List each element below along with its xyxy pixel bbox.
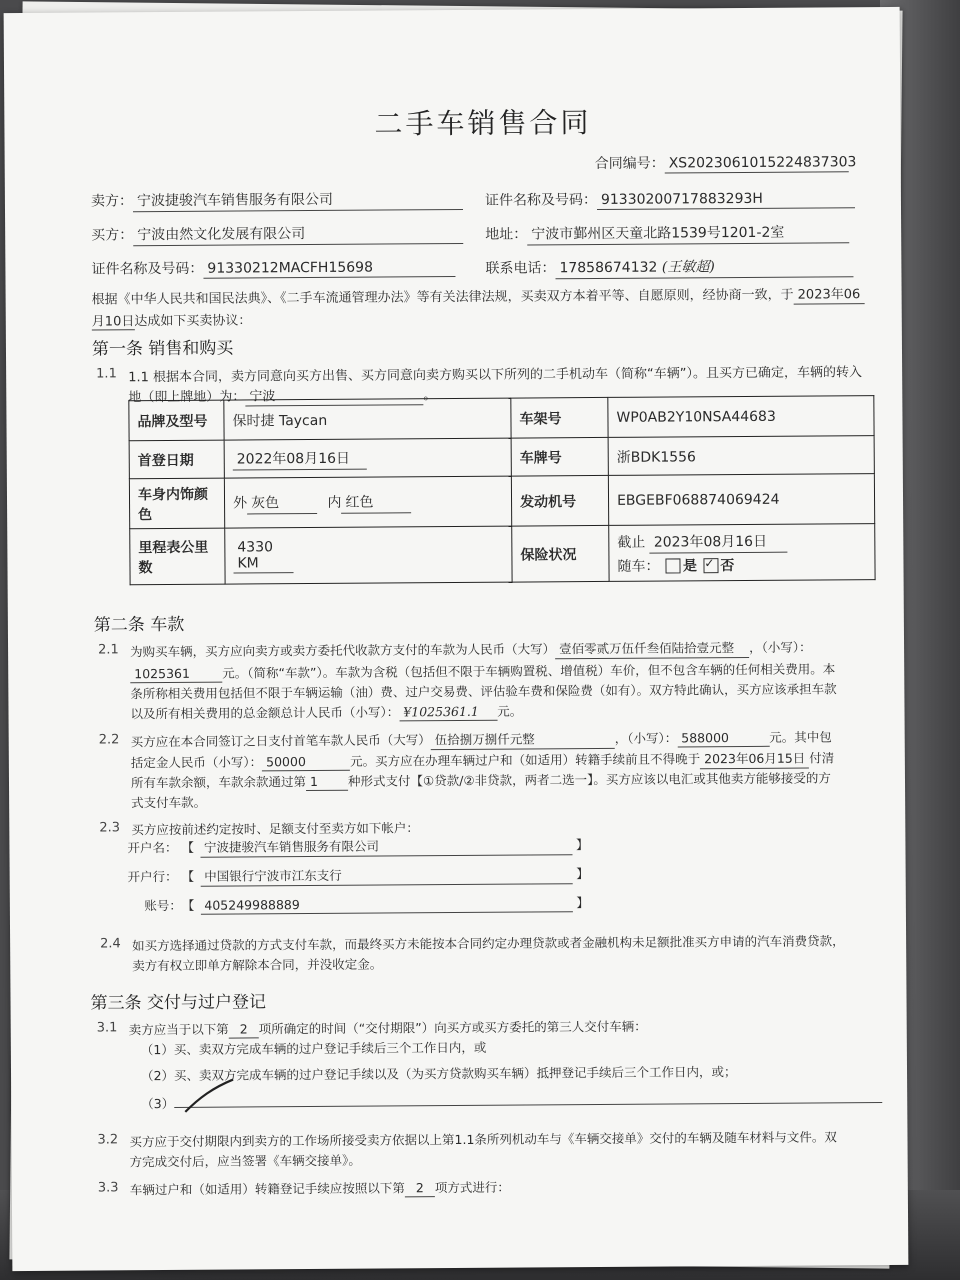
clause-2-1-text-e: 以及所有相关费用的总金额总计人民币（小写）： bbox=[130, 704, 400, 722]
account-name-value: 宁波捷骏汽车销售服务有限公司 bbox=[200, 835, 572, 858]
brand-label: 品牌及型号 bbox=[129, 400, 224, 441]
buyer-phone-row bbox=[485, 255, 853, 280]
contract-number-value: XS2023061015224837303 bbox=[665, 154, 849, 173]
insurance-until-value: 2023年08月16日 bbox=[650, 530, 788, 553]
color-cell bbox=[224, 476, 511, 528]
payment-method: 1 bbox=[306, 774, 348, 791]
buyer-phone-label: 联系电话： bbox=[485, 260, 556, 277]
buyer-id-label: 证件名称及号码： bbox=[91, 260, 204, 278]
account-name-row bbox=[127, 835, 588, 858]
clause-2-2-text-d: 括定金人民币（小写）： bbox=[130, 754, 263, 771]
delivery-option-3-label: （3） bbox=[141, 1095, 175, 1112]
insurance-cell bbox=[609, 524, 875, 582]
contract-number bbox=[594, 151, 857, 174]
clause-1-1-place-label: 地（即上牌地）为： bbox=[128, 389, 246, 406]
color-label: 车身内饰颜色 bbox=[129, 478, 224, 529]
transfer-option-choice: 2 bbox=[405, 1180, 435, 1197]
clause-2-1-text-f: 元。 bbox=[497, 703, 523, 719]
clause-3-1-number: 3.1 bbox=[96, 1020, 118, 1036]
no-label: 否 bbox=[720, 557, 735, 574]
table-row bbox=[130, 524, 875, 585]
delivery-option-3 bbox=[141, 1089, 882, 1112]
clause-2-2-text-c: 元。其中包 bbox=[769, 729, 832, 745]
clause-3-1-text-b: 项所确定的时间（“交付期限”）向买方或买方委托的第三人交付车辆： bbox=[258, 1018, 647, 1037]
checkbox-no[interactable] bbox=[703, 558, 718, 573]
mileage-value: 4330 KM bbox=[233, 539, 293, 573]
bank-value: 中国银行宁波市江东支行 bbox=[200, 864, 572, 887]
clause-2-1-text-c: 元。（简称“车款”）。车款为含税（包括但不限于车辆购置税、增值税）车价，但不包含车辆的任何相关费用。本 bbox=[222, 661, 836, 681]
clause-2-1-line3: 条所称相关费用包括但不限于车辆运输（油）费、过户交易费、评估验车费和保险费（如有）。双方特此确认，买方应该承担车款 bbox=[130, 681, 837, 702]
table-row bbox=[129, 436, 874, 479]
with-car-row bbox=[617, 554, 866, 576]
engine-value: EBGEBF068874069424 bbox=[608, 474, 874, 526]
clause-3-3-text-b: 项方式进行： bbox=[434, 1179, 510, 1196]
buyer-id-value: 91330212MACFH15698 bbox=[203, 259, 455, 279]
insurance-until-row bbox=[617, 530, 866, 554]
clause-1-1-end: 。 bbox=[423, 388, 437, 404]
vehicle-info-table bbox=[128, 395, 875, 585]
intro-rest: 达成如下买卖协议： bbox=[134, 313, 252, 330]
ext-color-label: 外 bbox=[232, 494, 248, 512]
reg-date-label: 首登日期 bbox=[129, 440, 224, 479]
vin-label: 车架号 bbox=[511, 397, 608, 438]
clause-2-1-text-a: 为购买车辆，买方应向卖方或卖方委托代收款方支付的车款为人民币（大写） bbox=[130, 641, 556, 660]
clause-2-4-number: 2.4 bbox=[100, 936, 121, 952]
table-row bbox=[129, 396, 874, 441]
buyer-address-value: 宁波市鄞州区天童北路1539号1201-2室 bbox=[527, 221, 849, 245]
clause-3-2-line2: 方完成交付后，应当签署《车辆交接单》。 bbox=[129, 1152, 361, 1170]
clause-3-1-line1 bbox=[129, 1017, 647, 1040]
bank-label: 开户行： bbox=[127, 868, 178, 885]
clause-2-2-line4: 式支付车款。 bbox=[131, 794, 207, 811]
int-color-label: 内 bbox=[327, 494, 342, 511]
bank-row bbox=[128, 864, 589, 887]
clause-2-3-number: 2.3 bbox=[99, 820, 121, 836]
buyer-address-label: 地址： bbox=[485, 226, 528, 243]
delivery-option-choice: 2 bbox=[229, 1021, 259, 1038]
bracket-right: 】 bbox=[575, 837, 589, 853]
buyer-address-row bbox=[485, 221, 849, 246]
seller-id-value: 91330200717883293H bbox=[597, 190, 855, 210]
reg-date-cell bbox=[224, 438, 511, 478]
checkbox-yes[interactable] bbox=[666, 558, 681, 573]
clause-3-2-line1: 买方应于交付期限内到卖方的工作场所接受卖方依据以上第1.1条所列机动车与《车辆交接单》交付的车辆及随车材料与文件。双 bbox=[129, 1129, 837, 1150]
brand-value: 保时捷 Taycan bbox=[224, 398, 511, 440]
account-number-label: 账号： bbox=[144, 897, 182, 914]
bracket-right: 】 bbox=[576, 866, 589, 882]
reg-date-value: 2022年08月16日 bbox=[233, 447, 367, 470]
clause-1-1-line1: 1.1 根据本合同，卖方同意向买方出售、买方同意向卖方购买以下所列的二手机动车（简称“车辆”）。且买方已确定，车辆的转入 bbox=[128, 365, 862, 386]
mileage-label: 里程表公里数 bbox=[130, 528, 225, 585]
buyer-name: 宁波由然文化发展有限公司 bbox=[133, 222, 463, 246]
clause-2-2-text-f: 付清 bbox=[809, 750, 835, 766]
final-payment-date: 2023年06月15日 bbox=[700, 749, 809, 770]
clause-2-2-text-a: 买方应在本合同签订之日支付首笔车款人民币（大写） bbox=[130, 732, 431, 750]
intro-text: 根据《中华人民共和国民法典》、《二手车流通管理办法》等有关法律法规，买卖双方本着平等、自愿原则，经协商一致，于 bbox=[91, 287, 794, 308]
first-payment-upper: 伍拾捌万捌仟元整 bbox=[431, 729, 615, 750]
seller-row bbox=[91, 188, 463, 213]
clause-2-2-number: 2.2 bbox=[98, 732, 120, 748]
clause-3-3-line1 bbox=[130, 1178, 510, 1200]
ext-color-value: 灰色 bbox=[247, 491, 317, 513]
delivery-option-2: （2）买、卖双方完成车辆的过户登记手续以及（为买方贷款购买车辆）抵押登记手续后三个工作日内，或； bbox=[140, 1064, 737, 1084]
bracket-right: 】 bbox=[576, 895, 589, 911]
clause-2-1-line1 bbox=[130, 638, 812, 663]
buyer-phone-handwriting: (王敏超) bbox=[661, 259, 715, 276]
buyer-row bbox=[91, 222, 463, 247]
price-upper: 壹佰零贰万伍仟叁佰陆拾壹元整 bbox=[555, 638, 749, 659]
clause-2-2-text-b: ，（小写）： bbox=[614, 730, 678, 746]
int-color-value: 红色 bbox=[341, 491, 411, 513]
clause-2-1-line4 bbox=[130, 702, 522, 724]
clause-2-4-line1: 如买方选择通过贷款的方式支付车款，而最终买方未能按本合同约定办理贷款或者金融机构未足额批准买方申请的汽车消费贷款， bbox=[132, 933, 845, 954]
section-2-title: 第二条 车款 bbox=[93, 614, 185, 636]
clause-2-2-text-g: 所有车款余额，车款余款通过第 bbox=[130, 774, 307, 791]
buyer-phone-value: 17858674132 bbox=[559, 259, 658, 277]
buyer-phone-field bbox=[555, 255, 853, 279]
clause-2-1-text-b: ，（小写）： bbox=[749, 639, 812, 655]
delivery-option-3-blank bbox=[174, 1101, 882, 1108]
engine-label: 发动机号 bbox=[511, 475, 608, 526]
section-3-title: 第三条 交付与过户登记 bbox=[90, 992, 267, 1014]
deposit-amount: 50000 bbox=[262, 754, 350, 772]
transfer-place: 宁波 bbox=[245, 384, 423, 406]
clause-2-3-line1: 买方应按前述约定按时、足额支付至卖方如下帐户： bbox=[131, 820, 419, 838]
clause-1-1-number: 1.1 bbox=[96, 366, 117, 382]
clause-2-4-line2: 卖方有权立即单方解除本合同，并没收定金。 bbox=[132, 956, 383, 974]
delivery-option-1: （1）买、卖双方完成车辆的过户登记手续后三个工作日内，或 bbox=[140, 1039, 487, 1058]
with-car-label: 随车： bbox=[617, 558, 660, 575]
seller-id-label: 证件名称及号码： bbox=[484, 192, 597, 209]
intro-line-1 bbox=[92, 283, 865, 309]
price-amount: 1025361 bbox=[130, 666, 222, 684]
section-1-title: 第一条 销售和购买 bbox=[91, 338, 234, 360]
clause-3-2-number: 3.2 bbox=[97, 1132, 119, 1148]
seller-label: 卖方： bbox=[90, 193, 133, 210]
clause-2-1-number: 2.1 bbox=[98, 642, 119, 658]
seller-id-row bbox=[485, 187, 855, 211]
document-title: 二手车销售合同 bbox=[374, 106, 592, 141]
mileage-cell bbox=[225, 526, 512, 584]
intro-line-2 bbox=[92, 309, 252, 330]
strike-through-mark bbox=[179, 1076, 239, 1116]
clause-2-2-line3 bbox=[131, 768, 831, 792]
plate-label: 车牌号 bbox=[511, 437, 608, 476]
first-payment-amount: 588000 bbox=[677, 730, 769, 748]
seller-name: 宁波捷骏汽车销售服务有限公司 bbox=[133, 188, 463, 212]
intro-date-part1: 2023年06 bbox=[794, 283, 865, 304]
buyer-id-row bbox=[91, 256, 455, 280]
clause-2-2-text-h: 种形式支付【①贷款/②非贷款，两者二选一】。买方应该以电汇或其他卖方能够接受的方 bbox=[347, 770, 831, 789]
total-amount-handwriting: ¥1025361.1 bbox=[399, 704, 497, 722]
contract-number-label: 合同编号： bbox=[594, 155, 665, 173]
clause-3-1-text-a: 卖方应当于以下第 bbox=[128, 1021, 229, 1038]
vin-value: WP0AB2Y10NSA44683 bbox=[608, 396, 874, 438]
contract-page bbox=[4, 7, 909, 1271]
clause-2-2-text-e: 元。买方应在办理车辆过户和（如适用）转籍手续前且不得晚于 bbox=[350, 751, 701, 769]
yes-label: 是 bbox=[682, 557, 698, 574]
plate-value: 浙BDK1556 bbox=[608, 436, 874, 476]
account-name-label: 开户名： bbox=[127, 839, 178, 856]
bracket-left: 【 bbox=[181, 839, 195, 855]
bracket-left: 【 bbox=[181, 897, 195, 913]
bracket-left: 【 bbox=[181, 868, 195, 884]
account-number-value: 405249988889 bbox=[200, 895, 572, 915]
buyer-label: 买方： bbox=[91, 227, 134, 244]
intro-date-part2: 月10日 bbox=[92, 310, 135, 330]
account-number-row bbox=[128, 893, 589, 915]
clause-3-3-number: 3.3 bbox=[97, 1180, 119, 1196]
table-row bbox=[129, 474, 874, 529]
insurance-until-label: 截止 bbox=[617, 534, 646, 551]
clause-3-3-text-a: 车辆过户和（如适用）转籍登记手续应按照以下第 bbox=[129, 1180, 405, 1198]
insurance-label: 保险状况 bbox=[512, 525, 609, 582]
